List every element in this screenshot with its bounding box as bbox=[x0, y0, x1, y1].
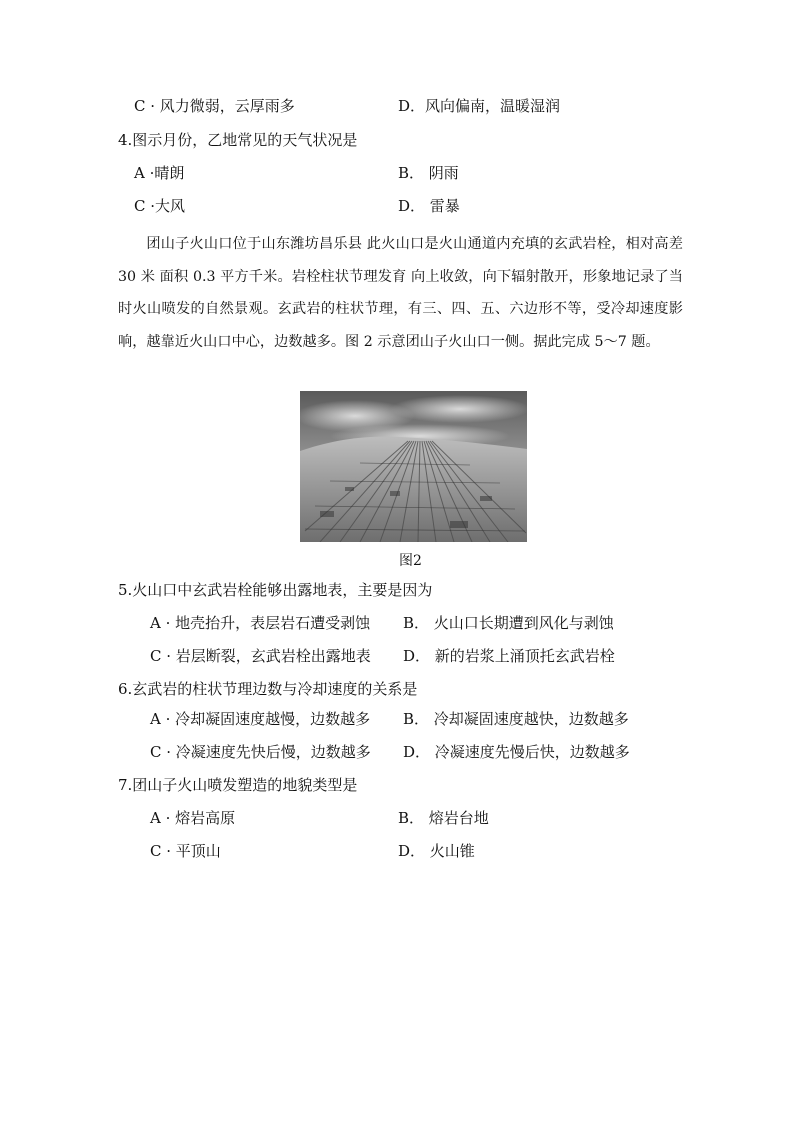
q7-option-a: A · 熔岩高原 bbox=[150, 809, 236, 827]
figure-2-photo bbox=[300, 391, 527, 542]
q5-option-a: A · 地壳抬升，表层岩石遭受剥蚀 bbox=[150, 614, 371, 632]
passage-text: 团山子火山口位于山东潍坊昌乐县 此火山口是火山通道内充填的玄武岩栓，相对高差 30 米 面积 0.3 平方千米。岩栓柱状节理发育 向上收敛，向下辐射散开，形象地记录了当时火山喷发的自然景观。玄武岩的柱状节理，有三、四、五、六边形不等，受冷却速度影响，越靠近火山口中心，边数越多。图 2 示意团山子火山口一侧。据此完成 5～7 题。 bbox=[118, 236, 683, 350]
q5-option-b: B． 火山口长期遭到风化与剥蚀 bbox=[403, 614, 614, 632]
q6-option-b: B． 冷却凝固速度越快，边数越多 bbox=[403, 710, 629, 728]
q4-option-c: C ·大风 bbox=[134, 197, 186, 215]
q6-option-a: A · 冷却凝固速度越慢，边数越多 bbox=[150, 710, 371, 728]
q5-option-d: D． 新的岩浆上涌顶托玄武岩栓 bbox=[403, 647, 615, 665]
q4-option-a: A ·晴朗 bbox=[134, 164, 185, 182]
reading-passage bbox=[118, 228, 683, 358]
q5-option-c: C · 岩层断裂，玄武岩栓出露地表 bbox=[150, 647, 371, 665]
q3-option-d: D．风向偏南，温暖湿润 bbox=[398, 97, 561, 115]
q6-stem: 6.玄武岩的柱状节理边数与冷却速度的关系是 bbox=[118, 680, 418, 698]
q7-option-c: C · 平顶山 bbox=[150, 842, 221, 860]
q3-option-c: C · 风力微弱，云厚雨多 bbox=[134, 97, 295, 115]
q6-option-c: C · 冷凝速度先快后慢，边数越多 bbox=[150, 743, 371, 761]
q7-option-b: B． 熔岩台地 bbox=[398, 809, 489, 827]
q7-option-d: D． 火山锥 bbox=[398, 842, 475, 860]
figure-2-caption: 图2 bbox=[399, 553, 422, 569]
q7-stem: 7.团山子火山喷发塑造的地貌类型是 bbox=[118, 776, 358, 794]
q5-stem: 5.火山口中玄武岩栓能够出露地表，主要是因为 bbox=[118, 581, 433, 599]
q4-option-d: D． 雷暴 bbox=[398, 197, 460, 215]
q4-option-b: B． 阴雨 bbox=[398, 164, 459, 182]
q6-option-d: D． 冷凝速度先慢后快，边数越多 bbox=[403, 743, 630, 761]
q4-stem: 4.图示月份，乙地常见的天气状况是 bbox=[118, 131, 358, 149]
